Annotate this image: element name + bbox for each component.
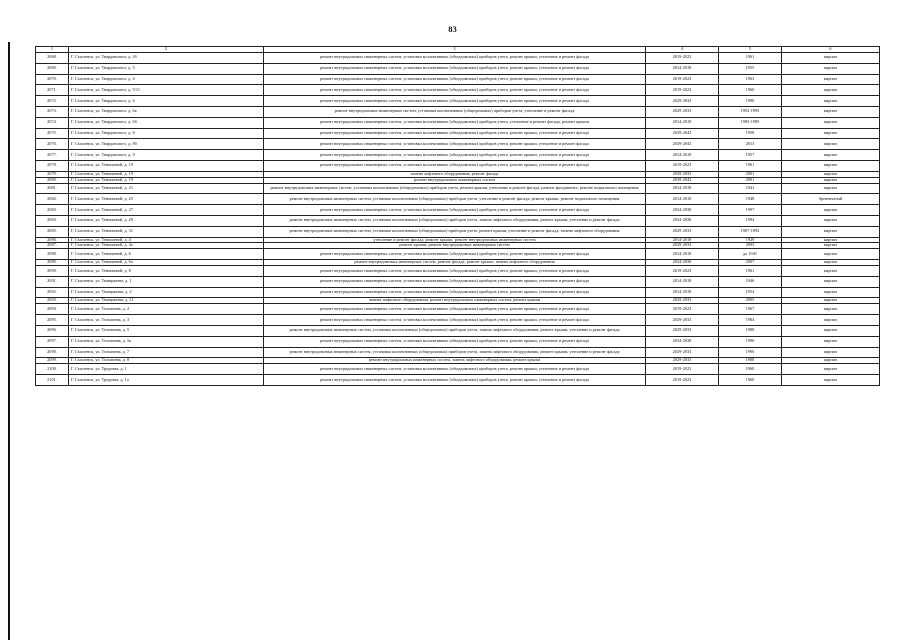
row-number: 2075. (36, 128, 69, 139)
row-period: 2029-2033 (646, 298, 719, 304)
row-works: ремонт внутридомовых инженерных систем, установка коллективных (общедомовых) приборов учета, утепление и ремонт фасада, ремонт крыши, ремонт подвального помещения (264, 194, 646, 205)
row-year: 2001 (719, 177, 782, 183)
table-row (36, 74, 880, 85)
row-number: 2085. (36, 226, 69, 237)
row-works: ремонт внутридомовых инженерных систем, установка коллективных (общедомовых) приборов учета, ремонт крыши, утепление и ремонт фасада, замена лифтового оборудования (264, 226, 646, 237)
row-number: 2087. (36, 243, 69, 249)
row-number: 2079. (36, 171, 69, 177)
row-works: ремонт внутридомовых инженерных систем, установка коллективных (общедомовых) приборов учета, ремонт крыши, утепление и ремонт фасада (264, 266, 646, 277)
row-period: 2029-2033 (646, 243, 719, 249)
table-row (36, 336, 880, 347)
table-row (36, 139, 880, 150)
row-period: 2014-2018 (646, 150, 719, 161)
row-period: 2019-2023 (646, 364, 719, 375)
row-works: ремонт внутридомовых инженерных систем, установка коллективных (общедомовых) приборов учета, ремонт крыши, утепление и ремонт фасада (264, 336, 646, 347)
row-year: 1990 (719, 96, 782, 107)
row-period: 2014-2018 (646, 63, 719, 74)
row-material: кирпич (782, 74, 880, 85)
row-address: Г. Смоленск, ул. Тенишевой, д. 19 (69, 171, 264, 177)
row-works: ремонт внутридомовых инженерных систем, установка коллективных (общедомовых) приборов учета, замена лифтового оборудования, ремонт крыши, утепление и ремонт фасада (264, 325, 646, 336)
table-row (36, 194, 880, 205)
row-material: кирпич (782, 139, 880, 150)
row-works: ремонт внутридомовых инженерных систем, установка коллективных (общедомовых) приборов учета, ремонт крыши, утепление и ремонт фасада (264, 315, 646, 326)
row-year: 1992-1995 (719, 106, 782, 117)
row-material: кирпич (782, 358, 880, 364)
row-year: 1987-1992 (719, 226, 782, 237)
row-period: 2014-2018 (646, 276, 719, 287)
row-period: 2014-2018 (646, 117, 719, 128)
row-address: Г. Смоленск, ул. Тенишевой, д. 31 (69, 226, 264, 237)
row-year: 1961 (719, 53, 782, 64)
row-year: 1948 (719, 194, 782, 205)
row-period: 2014-2018 (646, 249, 719, 260)
row-number: 2078. (36, 160, 69, 171)
row-year: 1984 (719, 315, 782, 326)
row-address: Г. Смоленск, ул. Твардовского, д. 5/11 (69, 85, 264, 96)
row-address: Г. Смоленск, ул. Твардовского, д. 6 (69, 96, 264, 107)
row-number: 2099. (36, 358, 69, 364)
row-year: 1941 (719, 183, 782, 194)
row-address: Г. Смоленск, ул. Твардовского, д. 2б (69, 53, 264, 64)
row-material: кирпич (782, 315, 880, 326)
row-works: ремонт внутридомовых инженерных систем, установка коллективных (общедомовых) приборов учета, ремонт крыши, утепление и ремонт фасада (264, 150, 646, 161)
page-number: 83 (448, 24, 457, 34)
row-address: Г. Смоленск, ул. Толмачева, д. 3 (69, 315, 264, 326)
row-address: Г. Смоленск, ул. Трудовая, д. 1а (69, 375, 264, 386)
row-material: кирпич (782, 215, 880, 226)
row-address: Г. Смоленск, ул. Толмачева, д. 7 (69, 347, 264, 358)
row-year: 1994 (719, 215, 782, 226)
row-period: 2029-2033 (646, 358, 719, 364)
row-works: замена лифтового оборудования, ремонт фасада (264, 171, 646, 177)
row-material: кирпич (782, 117, 880, 128)
row-period: 2034-2038 (646, 336, 719, 347)
row-number: 2092. (36, 287, 69, 298)
column-header-4: 4 (646, 47, 719, 53)
row-address: Г. Смоленск, ул. Тенишевой, д. 8 (69, 266, 264, 277)
table-body (36, 53, 880, 386)
row-number: 2094. (36, 304, 69, 315)
table-row (36, 117, 880, 128)
row-period: 2019-2023 (646, 74, 719, 85)
table-row (36, 183, 880, 194)
table-row (36, 325, 880, 336)
row-number: 2076. (36, 139, 69, 150)
row-material: кирпич (782, 260, 880, 266)
row-number: 2072. (36, 96, 69, 107)
row-year: 1957 (719, 150, 782, 161)
row-material: кирпич (782, 243, 880, 249)
row-works: ремонт внутридомовых инженерных систем, установка коллективных (общедомовых) приборов учета, ремонт крыши, утепление и ремонт фасада (264, 139, 646, 150)
row-year: 1996 (719, 336, 782, 347)
column-header-5: 5 (719, 47, 782, 53)
row-material: кирпич (782, 205, 880, 216)
row-works: ремонт внутридомовых инженерных систем, установка коллективных (общедомовых) приборов учета, ремонт крыши, утепление и ремонт фасада (264, 375, 646, 386)
row-address: Г. Смоленск, ул. Тенишевой, д. 21 (69, 183, 264, 194)
row-period: 2014-2018 (646, 183, 719, 194)
row-address: Г. Смоленск, ул. Твардовского, д. 8 (69, 128, 264, 139)
row-period: 2014-2018 (646, 287, 719, 298)
row-material: кирпич (782, 171, 880, 177)
row-material: кирпич (782, 96, 880, 107)
table-row (36, 226, 880, 237)
row-year: 1983-1985 (719, 117, 782, 128)
row-number: 2093. (36, 298, 69, 304)
row-year: 1961 (719, 160, 782, 171)
row-address: Г. Смоленск, ул. Тенишевой, д. 6 (69, 249, 264, 260)
row-period: 2039-2043 (646, 128, 719, 139)
row-address: Г. Смоленск, ул. Твардовского, д. 8б (69, 139, 264, 150)
row-address: Г. Смоленск, ул. Тенишевой, д. 19 (69, 177, 264, 183)
row-year: 2005 (719, 298, 782, 304)
row-material: кирпич (782, 226, 880, 237)
row-works: ремонт внутридомовых инженерных систем, установка коллективных (общедомовых) приборов учета, ремонт крыши, утепление и ремонт фасада (264, 276, 646, 287)
row-material: кирпич (782, 160, 880, 171)
row-address: Г. Смоленск, ул. Тенишевой, д. 25 (69, 194, 264, 205)
row-year: 1955 (719, 63, 782, 74)
row-period: 2019-2023 (646, 304, 719, 315)
row-period: 2034-2038 (646, 215, 719, 226)
row-period: 2019-2023 (646, 266, 719, 277)
row-works: ремонт внутридомовых инженерных систем, установка коллективных (общедомовых) приборов учета, ремонт крыши, утепление и ремонт фасада (264, 364, 646, 375)
row-material: кирпич (782, 177, 880, 183)
row-material: кирпич (782, 183, 880, 194)
row-works: ремонт внутридомовых инженерных систем, установка коллективных (общедомовых) приборов учета, ремонт крыши, утепление и ремонт фасада (264, 74, 646, 85)
row-address: Г. Смоленск, ул. Трудовая, д. 1 (69, 364, 264, 375)
table-row (36, 276, 880, 287)
row-number: 2091. (36, 276, 69, 287)
row-year: 1988 (719, 358, 782, 364)
row-year: 1954 (719, 287, 782, 298)
row-address: Г. Смоленск, ул. Толмачева, д. 8 (69, 358, 264, 364)
row-year: 1929 (719, 237, 782, 243)
row-works: ремонт внутридомовых инженерных систем, установка коллективных (общедомовых) приборов учета, ремонт крыши, утепление и ремонт фасада (264, 249, 646, 260)
row-address: Г. Смоленск, ул. Твардовского, д. 9 (69, 150, 264, 161)
row-material: кирпич (782, 53, 880, 64)
row-period: 2029-2033 (646, 315, 719, 326)
row-material: кирпич (782, 364, 880, 375)
row-material: кирпич (782, 304, 880, 315)
row-works: ремонт внутридомовых инженерных систем (264, 177, 646, 183)
row-year: 1961 (719, 266, 782, 277)
table-row (36, 96, 880, 107)
row-works: ремонт внутридомовых инженерных систем, установка коллективных (общедомовых) приборов учета, ремонт крыши, утепление и ремонт фасада (264, 85, 646, 96)
row-address: Г. Смоленск, ул. Толмачева, д. 2 (69, 304, 264, 315)
column-header-2: 2 (69, 47, 264, 53)
row-number: 2082. (36, 194, 69, 205)
row-works: замена лифтового оборудования, ремонт внутридомовых инженерных систем, ремонт крыши (264, 298, 646, 304)
row-period: 2034-2038 (646, 260, 719, 266)
row-material: кирпич (782, 249, 880, 260)
table-row (36, 287, 880, 298)
row-period: 2019-2023 (646, 85, 719, 96)
row-number: 2080. (36, 177, 69, 183)
row-period: 2029-2033 (646, 226, 719, 237)
row-address: Г. Смоленск, ул. Тенишевой, д. 27 (69, 205, 264, 216)
row-number: 2074. (36, 117, 69, 128)
row-address: Г. Смоленск, ул. Толмачева, д. 5а (69, 336, 264, 347)
row-year: 1997 (719, 205, 782, 216)
row-period: 2019-2023 (646, 160, 719, 171)
row-number: 2070. (36, 74, 69, 85)
row-period: 2034-2038 (646, 205, 719, 216)
row-works: ремонт внутридомовых инженерных систем, замена лифтового оборудования, ремонт крыши (264, 358, 646, 364)
row-year: 2013 (719, 139, 782, 150)
capital-repair-table (35, 46, 880, 386)
row-year: 2007 (719, 260, 782, 266)
row-material: кирпич (782, 336, 880, 347)
row-number: 2073. (36, 106, 69, 117)
row-year: 1967 (719, 304, 782, 315)
row-period: 2039-2043 (646, 139, 719, 150)
row-number: 2090. (36, 266, 69, 277)
row-number: 2101. (36, 375, 69, 386)
row-works: ремонт внутридомовых инженерных систем, установка коллективных (общедомовых) приборов учета, утепление и ремонт фасада (264, 106, 646, 117)
table-row (36, 304, 880, 315)
row-material: кирпич (782, 106, 880, 117)
table-row (36, 106, 880, 117)
row-address: Г. Смоленск, ул. Тенишевой, д. 4а (69, 243, 264, 249)
row-year: 1960 (719, 85, 782, 96)
row-number: 2089. (36, 260, 69, 266)
table-row (36, 347, 880, 358)
row-works: ремонт крыши, ремонт внутридомовых инженерных систем (264, 243, 646, 249)
row-material: кирпич (782, 85, 880, 96)
table-row (36, 375, 880, 386)
table-row (36, 160, 880, 171)
page-left-border (8, 42, 10, 640)
row-address: Г. Смоленск, ул. Тимирязева, д. 11 (69, 298, 264, 304)
row-address: Г. Смоленск, ул. Толмачева, д. 5 (69, 325, 264, 336)
row-year: до 1941 (719, 249, 782, 260)
table-row (36, 315, 880, 326)
row-works: ремонт внутридомовых инженерных систем, ремонт фасада, ремонт крыши, замена лифтового оборудования (264, 260, 646, 266)
row-year: 1960 (719, 364, 782, 375)
row-works: ремонт внутридомовых инженерных систем, установка коллективных (общедомовых) приборов учета, замена лифтового оборудования, ремонт крыши, утепление и ремонт фасада (264, 215, 646, 226)
column-header-1: 1 (36, 47, 69, 53)
row-number: 2081. (36, 183, 69, 194)
table-row (36, 128, 880, 139)
row-number: 2077. (36, 150, 69, 161)
row-number: 2083. (36, 205, 69, 216)
row-material: бревенчатый (782, 194, 880, 205)
table-row (36, 53, 880, 64)
row-year: 1963 (719, 74, 782, 85)
row-works: ремонт внутридомовых инженерных систем, установка коллективных (общедомовых) приборов учета, ремонт крыши, утепление и ремонт фасада (264, 205, 646, 216)
row-year: 2001 (719, 171, 782, 177)
row-works: утепление и ремонт фасада, ремонт крыши, ремонт внутридомовых инженерных систем (264, 237, 646, 243)
table-row (36, 150, 880, 161)
row-works: ремонт внутридомовых инженерных систем, установка коллективных (общедомовых) приборов учета, ремонт крыши, утепление и ремонт фасада, ремонт фундамента, ремонт подвального помещения (264, 183, 646, 194)
row-year: 1988 (719, 325, 782, 336)
row-address: Г. Смоленск, ул. Тенишевой, д. 10 (69, 160, 264, 171)
row-year: 1990 (719, 347, 782, 358)
row-number: 2088. (36, 249, 69, 260)
column-header-3: 3 (264, 47, 646, 53)
table-row (36, 249, 880, 260)
row-address: Г. Смоленск, ул. Тенишевой, д. 29 (69, 215, 264, 226)
row-number: 2096. (36, 325, 69, 336)
row-works: ремонт внутридомовых инженерных систем, установка коллективных (общедомовых) приборов учета, ремонт крыши, утепление и ремонт фасада (264, 63, 646, 74)
row-period: 2029-2033 (646, 96, 719, 107)
row-year: 1946 (719, 276, 782, 287)
row-period: 2029-2033 (646, 171, 719, 177)
row-material: кирпич (782, 276, 880, 287)
row-period: 2039-2043 (646, 177, 719, 183)
row-material: кирпич (782, 266, 880, 277)
row-period: 2029-2033 (646, 347, 719, 358)
row-works: ремонт внутридомовых инженерных систем, установка коллективных (общедомовых) приборов учета, замена лифтового оборудования, ремонт крыши, утепление и ремонт фасада (264, 347, 646, 358)
row-number: 2095. (36, 315, 69, 326)
row-address: Г. Смоленск, ул. Тенишевой, д. 6а (69, 260, 264, 266)
row-number: 2100. (36, 364, 69, 375)
row-works: ремонт внутридомовых инженерных систем, установка коллективных (общедомовых) приборов учета, утепление и ремонт фасада, ремонт крыши (264, 117, 646, 128)
row-material: кирпич (782, 347, 880, 358)
row-number: 2069. (36, 63, 69, 74)
row-address: Г. Смоленск, ул. Твардовского, д. 6б (69, 117, 264, 128)
row-works: ремонт внутридомовых инженерных систем, установка коллективных (общедомовых) приборов учета, ремонт крыши, утепление и ремонт фасада (264, 96, 646, 107)
row-works: ремонт внутридомовых инженерных систем, установка коллективных (общедомовых) приборов учета, ремонт крыши, утепление и ремонт фасада (264, 160, 646, 171)
row-material: кирпич (782, 63, 880, 74)
row-number: 2097. (36, 336, 69, 347)
row-year: 1960 (719, 375, 782, 386)
row-number: 2098. (36, 347, 69, 358)
row-address: Г. Смоленск, ул. Твардовского, д. 4 (69, 74, 264, 85)
table-row (36, 205, 880, 216)
row-year: 1958 (719, 128, 782, 139)
row-period: 2019-2023 (646, 375, 719, 386)
row-year: 2003 (719, 243, 782, 249)
row-period: 2014-2018 (646, 194, 719, 205)
row-material: кирпич (782, 287, 880, 298)
table-row (36, 63, 880, 74)
row-works: ремонт внутридомовых инженерных систем, установка коллективных (общедомовых) приборов учета, ремонт крыши, утепление и ремонт фасада (264, 128, 646, 139)
table-row (36, 364, 880, 375)
row-works: ремонт внутридомовых инженерных систем, установка коллективных (общедомовых) приборов учета, ремонт крыши, утепление и ремонт фасада (264, 304, 646, 315)
row-material: кирпич (782, 237, 880, 243)
row-period: 2014-2018 (646, 237, 719, 243)
row-address: Г. Смоленск, ул. Тенишевой, д. 4 (69, 237, 264, 243)
row-address: Г. Смоленск, ул. Твардовского, д. 3 (69, 63, 264, 74)
row-works: ремонт внутридомовых инженерных систем, установка коллективных (общедомовых) приборов учета, ремонт крыши, утепление и ремонт фасада (264, 287, 646, 298)
row-material: кирпич (782, 325, 880, 336)
row-address: Г. Смоленск, ул. Тимирязева, д. 1 (69, 276, 264, 287)
row-material: кирпич (782, 150, 880, 161)
row-period: 2029-2033 (646, 325, 719, 336)
table-row (36, 85, 880, 96)
row-works: ремонт внутридомовых инженерных систем, установка коллективных (общедомовых) приборов учета, ремонт крыши, утепление и ремонт фасада (264, 53, 646, 64)
row-period: 2019-2023 (646, 53, 719, 64)
row-address: Г. Смоленск, ул. Тимирязева, д. 2 (69, 287, 264, 298)
table-row (36, 215, 880, 226)
row-material: кирпич (782, 375, 880, 386)
row-material: кирпич (782, 128, 880, 139)
row-material: кирпич (782, 298, 880, 304)
row-number: 2068. (36, 53, 69, 64)
table-row (36, 266, 880, 277)
column-header-6: 6 (782, 47, 880, 53)
row-number: 2086. (36, 237, 69, 243)
row-number: 2084. (36, 215, 69, 226)
row-period: 2029-2033 (646, 106, 719, 117)
row-address: Г. Смоленск, ул. Твардовского, д. 6а (69, 106, 264, 117)
row-number: 2071. (36, 85, 69, 96)
